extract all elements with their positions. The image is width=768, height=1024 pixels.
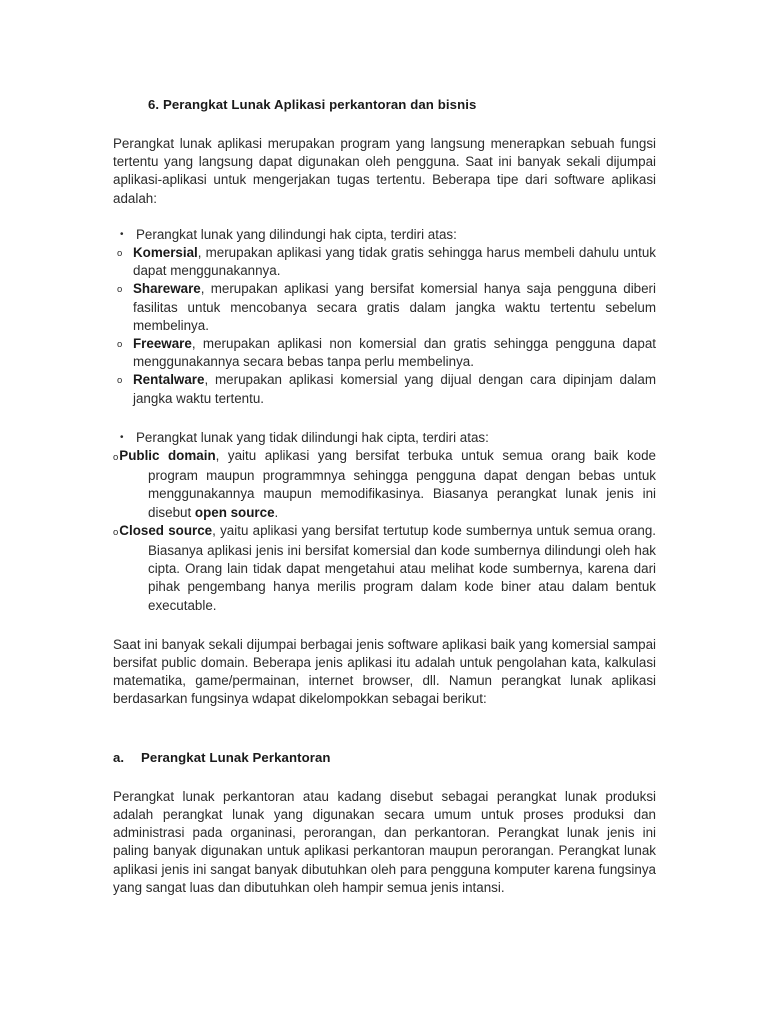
term-description: , merupakan aplikasi yang bersifat komersial hanya saja pengguna diberi fasilitas untuk mencobanya secara gratis dalam jangka waktu tertentu sebelum membelinya.	[133, 281, 656, 333]
list-item-text	[133, 244, 656, 280]
spacer	[113, 408, 656, 429]
list-item	[113, 226, 656, 244]
emphasis-label: open source	[194, 504, 275, 520]
list-item-label: Perangkat lunak yang tidak dilindungi hak cipta, terdiri atas:	[136, 429, 489, 445]
circle-bullet-icon: o	[117, 248, 123, 260]
list-item-text	[133, 371, 656, 407]
list-item	[113, 522, 656, 615]
spacer	[113, 114, 656, 135]
bullet-icon: •	[120, 431, 124, 443]
subsection-marker: a.	[113, 749, 125, 765]
term-label: Freeware	[133, 336, 192, 352]
list-group-non-copyrighted	[113, 429, 656, 615]
list-item	[113, 371, 656, 407]
list-group-copyrighted	[113, 226, 656, 408]
document-body	[113, 96, 656, 897]
circle-bullet-icon: o	[117, 339, 123, 351]
circle-bullet-icon: o	[117, 375, 123, 387]
term-description: , yaitu aplikasi yang bersifat terbuka untuk semua orang baik kode program maupun programmnya sehingga pengguna dapat dengan bebas untuk menggunakannya maupun memodifikasinya. Biasanya perangkat lunak jenis ini disebut	[148, 448, 656, 520]
subsection-paragraph: Perangkat lunak perkantoran atau kadang disebut sebagai perangkat lunak produksi adalah perangkat lunak yang digunakan secara umum untuk proses produksi dan administrasi pada organinasi, perorangan, dan perkantoran. Perangkat lunak jenis ini paling banyak digunakan untuk aplikasi perkantoran maupun perorangan. Perangkat lunak aplikasi jenis ini sangat banyak dibutuhkan oleh para pengguna komputer karena fungsinya yang sangat luas dan dibutuhkan oleh hampir semua jenis intansi.	[113, 788, 656, 895]
list-item	[113, 244, 656, 280]
list-item	[113, 335, 656, 371]
term-description-tail: .	[274, 504, 279, 520]
list-item	[113, 447, 656, 522]
term-label: Komersial	[133, 245, 198, 261]
term-label: Shareware	[133, 281, 201, 297]
list-item-text	[133, 335, 656, 371]
term-label: Closed source	[119, 522, 213, 538]
list-item-text	[133, 280, 656, 335]
spacer	[113, 767, 656, 788]
term-label: Rentalware	[133, 372, 205, 388]
circle-bullet-icon: o	[117, 284, 123, 296]
page-title: 6. Perangkat Lunak Aplikasi perkantoran dan bisnis	[148, 97, 477, 112]
term-description: , merupakan aplikasi komersial yang dijual dengan cara dipinjam dalam jangka waktu tertentu.	[133, 372, 656, 406]
circle-bullet-icon: o	[113, 452, 119, 464]
term-description: , merupakan aplikasi yang tidak gratis sehingga harus membeli dahulu untuk dapat menggunakannya.	[133, 245, 656, 279]
term-description: , yaitu aplikasi yang bersifat tertutup kode sumbernya untuk semua orang. Biasanya aplikasi jenis ini bersifat komersial dan kode sumbernya dilindungi oleh hak cipta. Orang lain tidak dapat mengetahui atau melihat kode sumbernya, karena dari pihak pengembang hanya merilis program dalam kode biner atau dalam bentuk executable.	[148, 522, 656, 613]
list-item	[113, 429, 656, 447]
term-description: , merupakan aplikasi non komersial dan gratis sehingga pengguna dapat menggunakannya secara bebas tanpa perlu membelinya.	[133, 336, 656, 370]
circle-bullet-icon: o	[113, 526, 119, 538]
spacer	[113, 709, 656, 749]
closing-paragraph: Saat ini banyak sekali dijumpai berbagai jenis software aplikasi baik yang komersial sampai bersifat public domain. Beberapa jenis aplikasi itu adalah untuk pengolahan kata, kalkulasi matematika, game/permainan, internet browser, dll. Namun perangkat lunak aplikasi berdasarkan fungsinya wdapat dikelompokkan sebagai berikut:	[113, 636, 656, 707]
subsection-heading	[113, 749, 656, 767]
intro-paragraph: Perangkat lunak aplikasi merupakan program yang langsung menerapkan sebuah fungsi tertentu yang langsung dapat digunakan oleh pengguna. Saat ini banyak sekali dijumpai aplikasi-aplikasi untuk mengerjakan tugas tertentu. Beberapa tipe dari software aplikasi adalah:	[113, 136, 656, 206]
term-label: Public domain	[119, 448, 216, 464]
bullet-icon: •	[120, 228, 124, 240]
list-item	[113, 280, 656, 335]
list-item-label: Perangkat lunak yang dilindungi hak cipta, terdiri atas:	[136, 226, 457, 242]
subsection-title: Perangkat Lunak Perkantoran	[141, 749, 331, 765]
spacer	[113, 615, 656, 636]
spacer	[113, 208, 656, 226]
